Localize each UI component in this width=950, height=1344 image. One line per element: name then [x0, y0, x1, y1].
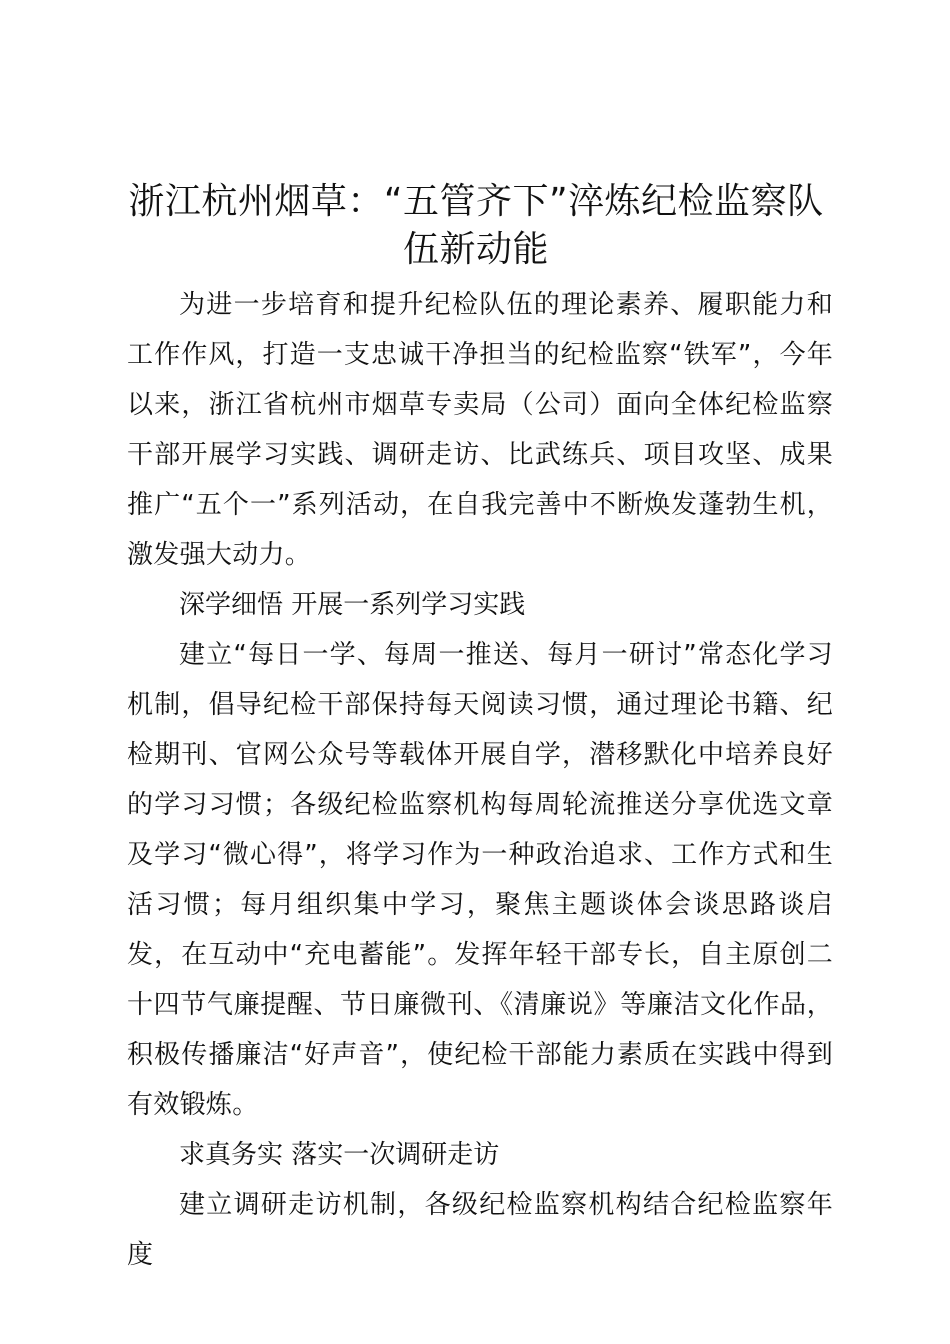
research-paragraph: 建立调研走访机制，各级纪检监察机构结合纪检监察年度 — [127, 1190, 833, 1270]
study-paragraph: 建立“每日一学、每周一推送、每月一研讨”常态化学习机制，倡导纪检干部保持每天阅读习惯，通过理论书籍、纪检期刊、官网公众号等载体开展自学，潜移默化中培养良好的学习习惯；各级纪检监察机构每周轮流推送分享优选文章及学习“微心得”，将学习作为一种政治追求、工作方式和生活习惯；每月组织集中学习，聚焦主题谈体会谈思路谈启发，在互动中“充电蓄能”。发挥年轻干部专长，自主原创二十四节气廉提醒、节日廉微刊、《清廉说》等廉洁文化作品，积极传播廉洁“好声音”，使纪检干部能力素质在实践中得到有效锻炼。 — [127, 640, 833, 1120]
intro-paragraph: 为进一步培育和提升纪检队伍的理论素养、履职能力和工作作风，打造一支忠诚干净担当的纪检监察“铁军”，今年以来，浙江省杭州市烟草专卖局（公司）面向全体纪检监察干部开展学习实践、调研走访、比武练兵、项目攻坚、成果推广“五个一”系列活动，在自我完善中不断焕发蓬勃生机，激发强大动力。 — [127, 290, 833, 570]
section-heading-research: 求真务实 落实一次调研走访 — [179, 1140, 500, 1170]
section-heading-study: 深学细悟 开展一系列学习实践 — [179, 590, 526, 620]
document-body — [127, 280, 833, 1280]
document-title: 浙江杭州烟草：“五管齐下”淬炼纪检监察队伍新动能 — [128, 181, 824, 270]
